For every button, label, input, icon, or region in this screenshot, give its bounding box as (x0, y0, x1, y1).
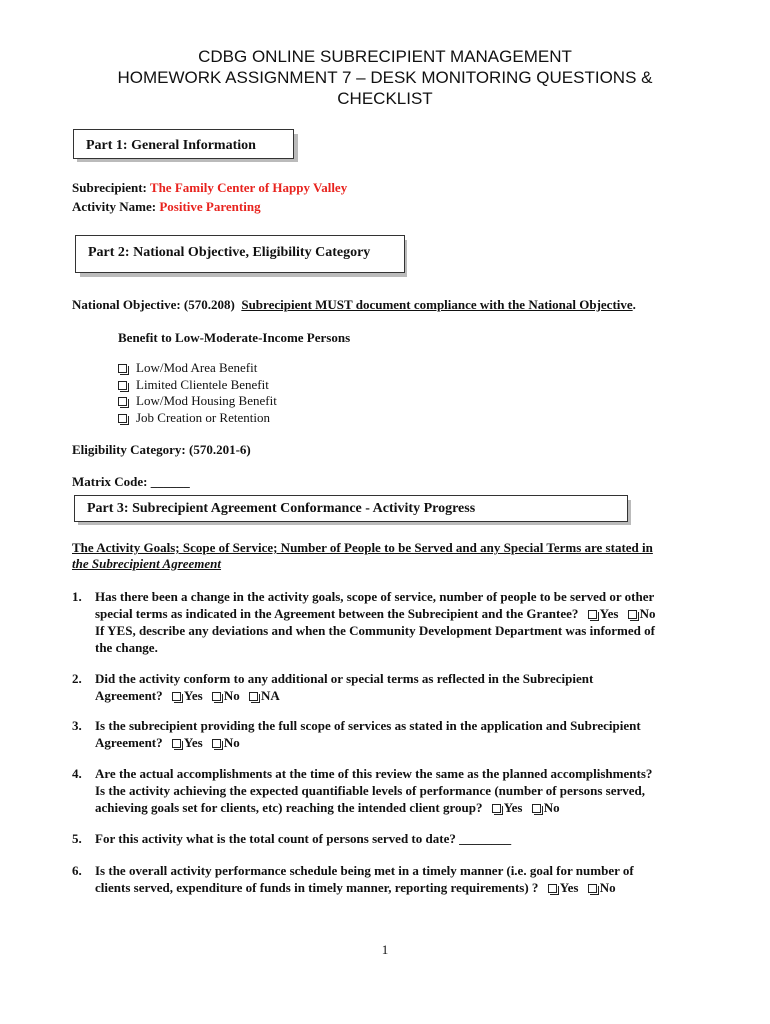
activity-name-value: Positive Parenting (159, 199, 261, 214)
subrecipient-value: The Family Center of Happy Valley (149, 180, 348, 195)
national-objective-row (72, 297, 636, 313)
q3-yes-option[interactable]: Yes (172, 735, 203, 750)
checkbox-icon[interactable] (118, 381, 127, 390)
part1-heading-box (73, 129, 294, 159)
q2-na-option[interactable]: NA (249, 688, 280, 703)
eligibility-category: Eligibility Category: (570.201-6) (72, 442, 251, 457)
checkbox-icon[interactable] (532, 804, 541, 813)
q2-no-option[interactable]: No (212, 688, 240, 703)
q3-no-option[interactable]: No (212, 735, 240, 750)
part2-heading: Part 2: National Objective, Eligibility Category (88, 245, 371, 260)
q1-no-option[interactable]: No (628, 606, 656, 621)
q4-yes-option[interactable]: Yes (492, 800, 523, 815)
part2-heading-box (75, 235, 405, 273)
benefit-option[interactable]: Limited Clientele Benefit (118, 377, 277, 394)
q6-no-option[interactable]: No (588, 880, 616, 895)
benefit-heading: Benefit to Low-Moderate-Income Persons (118, 330, 351, 345)
subrecipient-row (72, 180, 347, 196)
checkbox-icon[interactable] (118, 414, 127, 423)
national-objective-label: National Objective: (570.208) (72, 297, 235, 312)
national-objective-period: . (632, 297, 636, 312)
title-line-3: CHECKLIST (337, 89, 433, 108)
title-line-1: CDBG ONLINE SUBRECIPIENT MANAGEMENT (198, 47, 572, 66)
question-1: 1. Has there been a change in the activity goals, scope of service, number of people to be served or other special terms as indicated in the Agreement between the Subrecipient and the Grantee? Yes No If YES, describe any deviations and when the Community Development Department was informed of the change. (72, 589, 656, 655)
activity-name-label: Activity Name: (72, 199, 157, 214)
question-2: 2. Did the activity conform to any additional or special terms as reflected in the Subrecipient Agreement? Yes No NA (72, 671, 594, 703)
q6-yes-option[interactable]: Yes (548, 880, 579, 895)
q4-no-option[interactable]: No (532, 800, 560, 815)
national-objective-note: Subrecipient MUST document compliance with the National Objective (241, 297, 633, 312)
question-5: 5. For this activity what is the total count of persons served to date? ________ (72, 831, 512, 846)
checkbox-icon[interactable] (172, 739, 181, 748)
checkbox-icon[interactable] (628, 610, 637, 619)
page-number: 1 (381, 942, 389, 957)
checkbox-icon[interactable] (118, 397, 127, 406)
checkbox-icon[interactable] (212, 692, 221, 701)
checkbox-icon[interactable] (118, 364, 127, 373)
activity-name-row (72, 199, 261, 215)
matrix-code[interactable]: Matrix Code: ______ (72, 474, 190, 489)
q2-yes-option[interactable]: Yes (172, 688, 203, 703)
checkbox-icon[interactable] (588, 884, 597, 893)
checkbox-icon[interactable] (172, 692, 181, 701)
part3-intro-line1: The Activity Goals; Scope of Service; Number of People to be Served and any Special Terms are stated in (72, 540, 653, 555)
checkbox-icon[interactable] (588, 610, 597, 619)
benefit-option[interactable]: Low/Mod Housing Benefit (118, 393, 277, 410)
part3-heading: Part 3: Subrecipient Agreement Conformance - Activity Progress (87, 501, 476, 516)
benefit-option[interactable]: Low/Mod Area Benefit (118, 360, 277, 377)
benefit-option[interactable]: Job Creation or Retention (118, 410, 277, 427)
question-6: 6. Is the overall activity performance schedule being met in a timely manner (i.e. goal for number of clients served, expenditure of funds in timely manner, reporting requirements) ? Yes No (72, 863, 634, 895)
checkbox-icon[interactable] (212, 739, 221, 748)
q1-yes-option[interactable]: Yes (588, 606, 619, 621)
part3-intro-line2: the Subrecipient Agreement (72, 556, 222, 571)
checkbox-icon[interactable] (249, 692, 258, 701)
checkbox-icon[interactable] (548, 884, 557, 893)
checkbox-icon[interactable] (492, 804, 501, 813)
question-4: 4. Are the actual accomplishments at the time of this review the same as the planned accomplishments? Is the activity achieving the expected quantifiable levels of performance (number of persons served, achieving goals set for clients, etc) reaching the intended client group? Yes No (72, 766, 653, 815)
part3-heading-box (74, 495, 628, 522)
question-3: 3. Is the subrecipient providing the full scope of services as stated in the application and Subrecipient Agreement? Yes No (72, 718, 641, 750)
benefit-options (118, 360, 277, 426)
subrecipient-label: Subrecipient: (72, 180, 147, 195)
document-title (60, 46, 710, 109)
title-line-2: HOMEWORK ASSIGNMENT 7 – DESK MONITORING QUESTIONS & (117, 68, 653, 87)
part1-heading: Part 1: General Information (86, 138, 256, 153)
